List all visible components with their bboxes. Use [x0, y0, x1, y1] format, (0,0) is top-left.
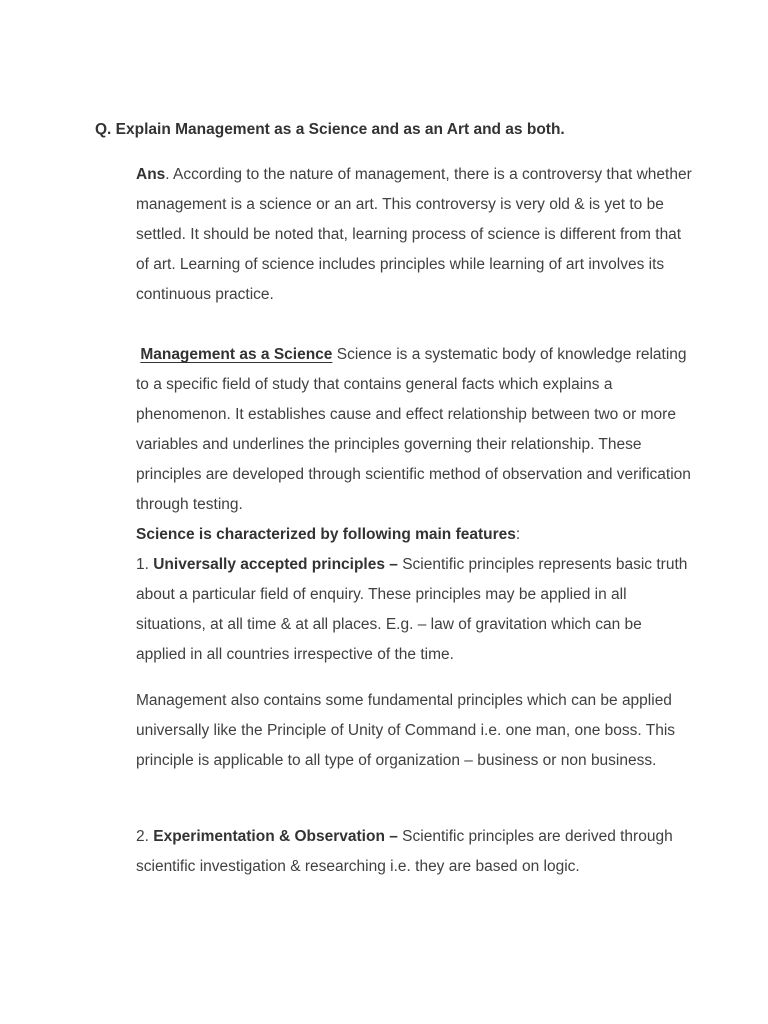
- answer-text: . According to the nature of management, there is a controversy that whether management is a science or an art. This controversy is very old & is yet to be settled. It should be noted that, learning process of science is different from that of art. Learning of science includes principles while learning of art involves its continuous practice.: [136, 166, 692, 303]
- feature-2-paragraph: [136, 822, 696, 882]
- feature-2-number: 2.: [136, 828, 154, 845]
- feature-1-number: 1.: [136, 556, 154, 573]
- features-heading: Science is characterized by following main features: [136, 526, 516, 543]
- answer-paragraph: [136, 160, 696, 310]
- science-text: Science is a systematic body of knowledge relating to a specific field of study that contains general facts which explains a phenomenon. It establishes cause and effect relationship between two or more variables and underlines the principles governing their relationship. These principles are developed through scientific method of observation and verification through testing.: [136, 346, 691, 513]
- question-heading: Q. Explain Management as a Science and as an Art and as both.: [95, 121, 565, 138]
- feature-1-paragraph: [136, 550, 696, 670]
- science-paragraph: [136, 340, 696, 520]
- feature-1-title: Universally accepted principles –: [153, 556, 398, 573]
- management-principles-text: Management also contains some fundamental principles which can be applied universally like the Principle of Unity of Command i.e. one man, one boss. This principle is applicable to all type of organization – business or non business.: [136, 692, 676, 769]
- science-heading: Management as a Science: [140, 346, 333, 363]
- feature-2-title: Experimentation & Observation –: [153, 828, 398, 845]
- feature-2-text: Scientific principles are derived through scientific investigation & researching i.e. they are based on logic.: [136, 828, 673, 875]
- management-principles-paragraph: [136, 686, 696, 776]
- features-heading-line: [136, 520, 696, 550]
- features-colon: :: [515, 526, 521, 543]
- feature-1-text: Scientific principles represents basic truth about a particular field of enquiry. These principles may be applied in all situations, at all time & at all places. E.g. – law of gravitation which can be applied in all countries irrespective of the time.: [136, 556, 688, 663]
- answer-label: Ans: [136, 166, 166, 183]
